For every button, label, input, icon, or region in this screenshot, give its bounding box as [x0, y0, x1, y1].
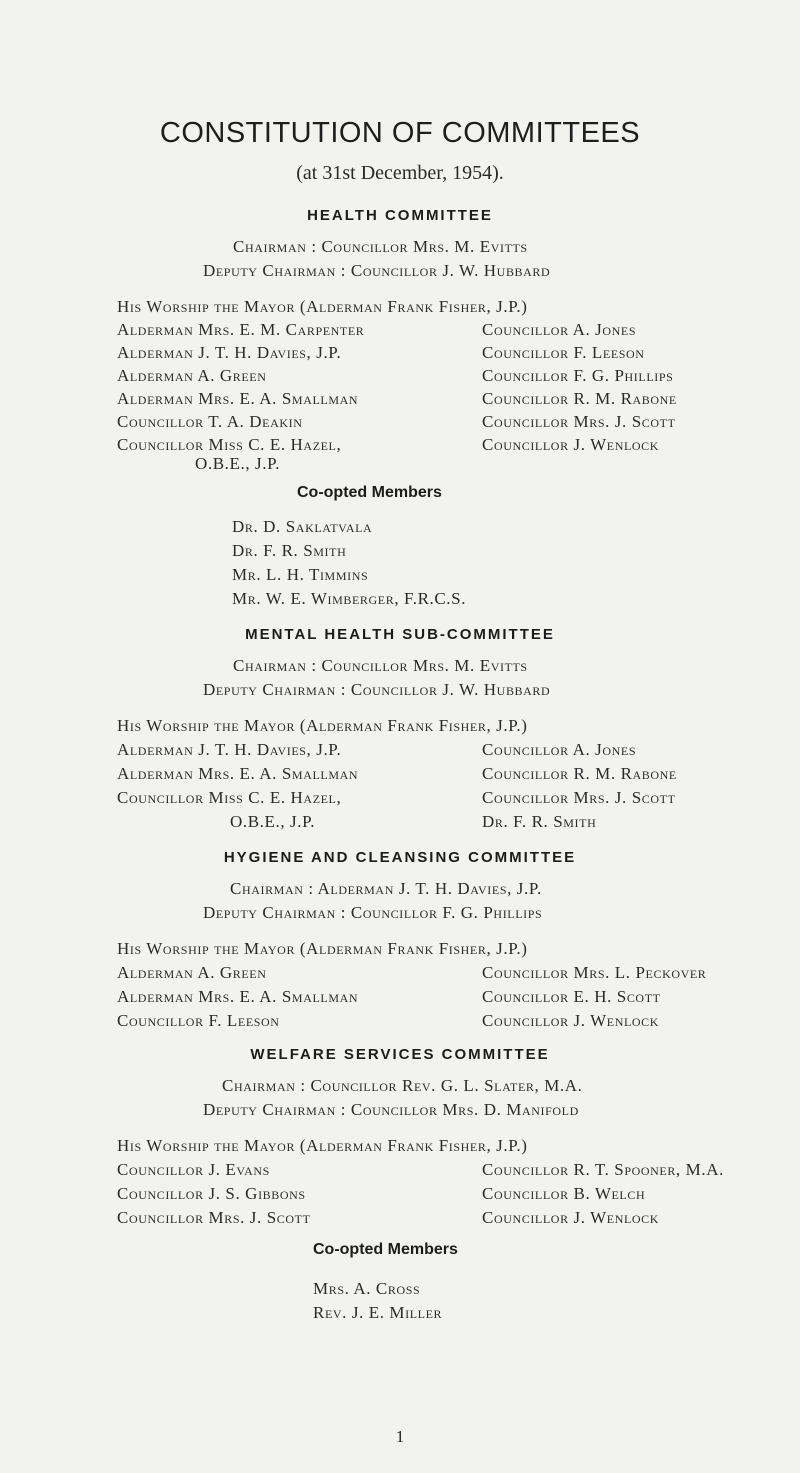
hygiene-member-right: Councillor E. H. Scott: [482, 987, 661, 1006]
health-member-left: Alderman Mrs. E. A. Smallman: [117, 389, 359, 408]
welfare-member-right: Councillor J. Wenlock: [482, 1208, 660, 1227]
mental-chairman: Chairman : Councillor Mrs. M. Evitts: [233, 656, 528, 675]
health-coopted-member: Mr. L. H. Timmins: [232, 565, 369, 584]
health-deputy-chairman: Deputy Chairman : Councillor J. W. Hubbard: [203, 261, 551, 280]
hygiene-member-left: Alderman A. Green: [117, 963, 267, 982]
health-member-right: Councillor F. Leeson: [482, 343, 645, 362]
health-member-right: Councillor F. G. Phillips: [482, 366, 674, 385]
health-mayor: His Worship the Mayor (Alderman Frank Fisher, J.P.): [117, 297, 528, 316]
health-chairman: Chairman : Councillor Mrs. M. Evitts: [233, 237, 528, 256]
hygiene-member-left: Alderman Mrs. E. A. Smallman: [117, 987, 359, 1006]
health-member-right: Councillor A. Jones: [482, 320, 637, 339]
welfare-member-right: Councillor R. T. Spooner, M.A.: [482, 1160, 724, 1179]
welfare-member-left: Councillor Mrs. J. Scott: [117, 1208, 311, 1227]
mental-member-left-continued: O.B.E., J.P.: [230, 812, 316, 831]
page-number: 1: [395, 1427, 405, 1446]
mental-deputy-chairman: Deputy Chairman : Councillor J. W. Hubbard: [203, 680, 551, 699]
hygiene-chairman: Chairman : Alderman J. T. H. Davies, J.P.: [230, 879, 542, 898]
welfare-member-right: Councillor B. Welch: [482, 1184, 646, 1203]
health-member-right: Councillor Mrs. J. Scott: [482, 412, 676, 431]
health-member-left: Councillor T. A. Deakin: [117, 412, 303, 431]
mental-member-right: Councillor Mrs. J. Scott: [482, 788, 676, 807]
mental-health-heading: MENTAL HEALTH SUB-COMMITTEE: [245, 626, 555, 643]
welfare-committee-heading: WELFARE SERVICES COMMITTEE: [250, 1046, 550, 1063]
welfare-member-left: Councillor J. Evans: [117, 1160, 270, 1179]
hygiene-member-right: Councillor J. Wenlock: [482, 1011, 660, 1030]
hygiene-member-left: Councillor F. Leeson: [117, 1011, 280, 1030]
mental-member-right: Dr. F. R. Smith: [482, 812, 597, 831]
health-member-right: Councillor R. M. Rabone: [482, 389, 677, 408]
hygiene-deputy-chairman: Deputy Chairman : Councillor F. G. Phillips: [203, 903, 543, 922]
hygiene-committee-heading: HYGIENE AND CLEANSING COMMITTEE: [223, 849, 577, 866]
mental-member-right: Councillor A. Jones: [482, 740, 637, 759]
hygiene-member-right: Councillor Mrs. L. Peckover: [482, 963, 707, 982]
welfare-coopted-member: Mrs. A. Cross: [313, 1279, 421, 1298]
page-subtitle: (at 31st December, 1954).: [296, 162, 504, 184]
health-member-left: Alderman J. T. H. Davies, J.P.: [117, 343, 342, 362]
welfare-deputy-chairman: Deputy Chairman : Councillor Mrs. D. Manifold: [203, 1100, 579, 1119]
health-member-left: Alderman A. Green: [117, 366, 267, 385]
welfare-coopted-member: Rev. J. E. Miller: [313, 1303, 443, 1322]
page-title: CONSTITUTION OF COMMITTEES: [159, 117, 641, 149]
welfare-mayor: His Worship the Mayor (Alderman Frank Fisher, J.P.): [117, 1136, 528, 1155]
mental-member-left: Councillor Miss C. E. Hazel,: [117, 788, 342, 807]
mental-member-right: Councillor R. M. Rabone: [482, 764, 677, 783]
health-member-right: Councillor J. Wenlock: [482, 435, 660, 454]
mental-member-left: Alderman Mrs. E. A. Smallman: [117, 764, 359, 783]
mental-member-left: Alderman J. T. H. Davies, J.P.: [117, 740, 342, 759]
health-coopted-heading: Co-opted Members: [297, 484, 442, 501]
health-member-left: Councillor Miss C. E. Hazel,: [117, 435, 342, 454]
welfare-member-left: Councillor J. S. Gibbons: [117, 1184, 306, 1203]
health-coopted-member: Dr. F. R. Smith: [232, 541, 347, 560]
mental-mayor: His Worship the Mayor (Alderman Frank Fisher, J.P.): [117, 716, 528, 735]
health-member-left-continued: O.B.E., J.P.: [195, 454, 281, 473]
health-committee-heading: HEALTH COMMITTEE: [307, 207, 493, 224]
welfare-chairman: Chairman : Councillor Rev. G. L. Slater, M.A.: [222, 1076, 583, 1095]
health-member-left: Alderman Mrs. E. M. Carpenter: [117, 320, 365, 339]
welfare-coopted-heading: Co-opted Members: [313, 1241, 458, 1258]
hygiene-mayor: His Worship the Mayor (Alderman Frank Fisher, J.P.): [117, 939, 528, 958]
health-coopted-member: Dr. D. Saklatvala: [232, 517, 373, 536]
health-coopted-member: Mr. W. E. Wimberger, F.R.C.S.: [232, 589, 467, 608]
